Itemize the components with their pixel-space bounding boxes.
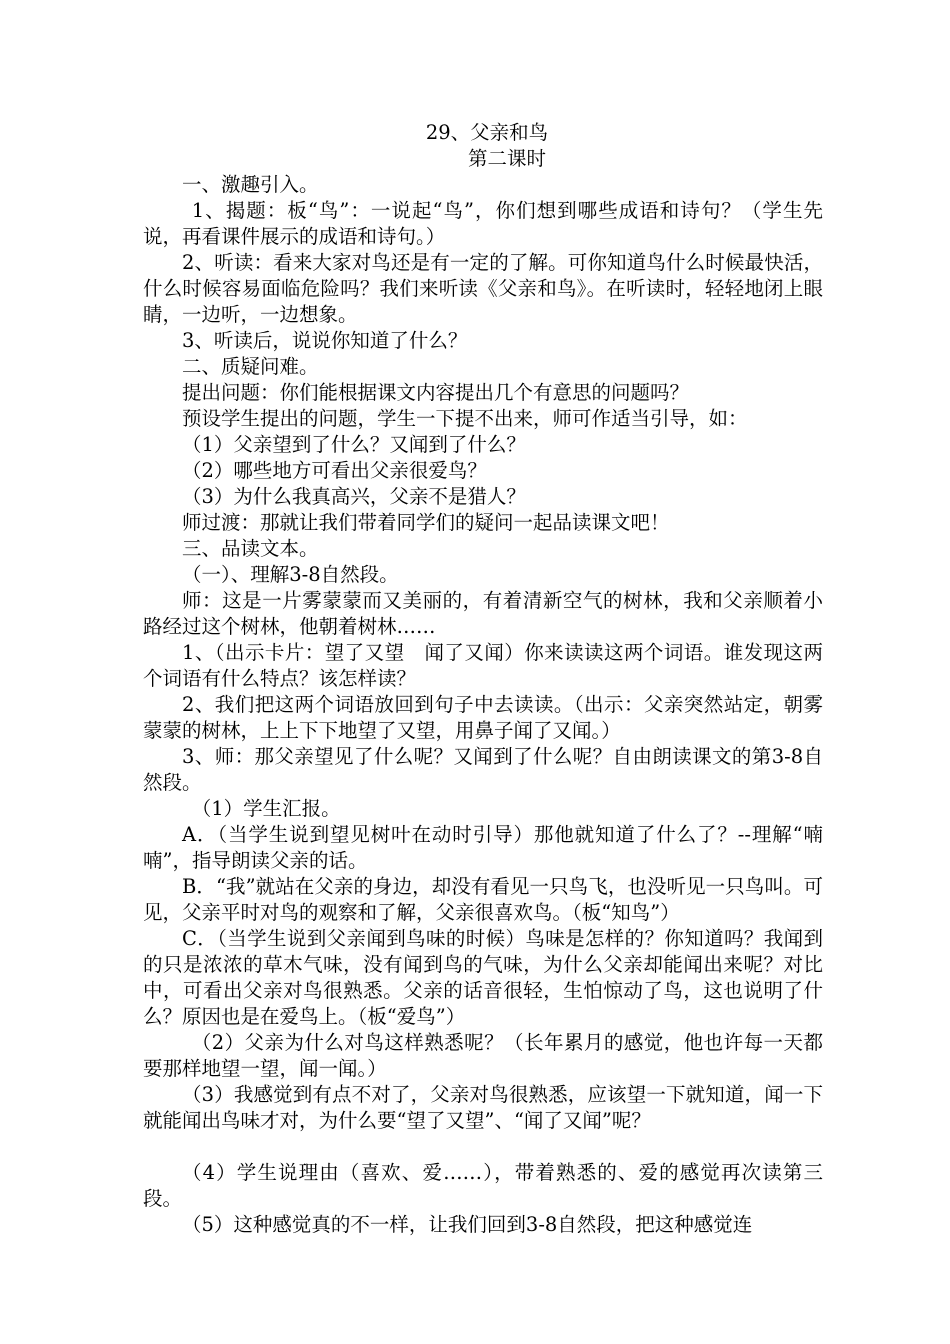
paragraph: 提出问题：你们能根据课文内容提出几个有意思的问题吗？ — [182, 381, 690, 404]
paragraph: 1、（出示卡片：望了又望 闻了又闻）你来读读这两个词语。谁发现这两个词语有什么特点？该怎样读？ — [143, 641, 823, 690]
paragraph: （1）学生汇报。 — [191, 797, 341, 820]
paragraph: A．（当学生说到望见树叶在动时引导）那他就知道了什么了？--理解“喃喃”，指导朗读父亲的话。 — [143, 823, 823, 872]
paragraph: 1、揭题：板“鸟”：一说起“鸟”，你们想到哪些成语和诗句？（学生先说，再看课件展示的成语和诗句。） — [143, 199, 823, 248]
paragraph: （5）这种感觉真的不一样，让我们回到3-8自然段，把这种感觉连 — [182, 1213, 753, 1236]
paragraph: （3）我感觉到有点不对了，父亲对鸟很熟悉，应该望一下就知道，闻一下就能闻出鸟味才对，为什么要“望了又望”、“闻了又闻”呢？ — [143, 1083, 823, 1132]
question-item: （1）父亲望到了什么？又闻到了什么？ — [182, 433, 526, 456]
paragraph: C．（当学生说到父亲闻到鸟味的时候）鸟味是怎样的？你知道吗？我闻到的只是浓浓的草木气味，没有闻到鸟的气味，为什么父亲却能闻出来呢？对比中，可看出父亲对鸟很熟悉。父亲的话音很轻，生怕惊动了鸟，这也说明了什么？原因也是在爱鸟上。（板“爱鸟”） — [143, 927, 823, 1028]
paragraph: 2、我们把这两个词语放回到句子中去读读。（出示：父亲突然站定，朝雾蒙蒙的树林，上上下下地望了又望，用鼻子闻了又闻。） — [143, 693, 823, 742]
paragraph: 预设学生提出的问题，学生一下提不出来，师可作适当引导，如： — [182, 407, 748, 430]
section-heading-1: 一、激趣引入。 — [182, 173, 319, 196]
section-heading-2: 二、质疑问难。 — [182, 355, 319, 378]
paragraph: 3、师：那父亲望见了什么呢？又闻到了什么呢？自由朗读课文的第3-8自然段。 — [143, 745, 823, 794]
document-body — [143, 120, 823, 1238]
blank-line — [143, 1134, 823, 1160]
paragraph: 3、听读后，说说你知道了什么？ — [182, 329, 468, 352]
subsection-heading: （一）、理解3-8自然段。 — [182, 563, 399, 586]
question-item: （3）为什么我真高兴，父亲不是猎人？ — [182, 485, 526, 508]
paragraph: （2）父亲为什么对鸟这样熟悉呢？（长年累月的感觉，他也许每一天都要那样地望一望，闻一闻。） — [143, 1031, 823, 1080]
lesson-subtitle: 第二课时 — [467, 147, 546, 170]
lesson-title: 29、父亲和鸟 — [425, 121, 549, 144]
paragraph: 2、听读：看来大家对鸟还是有一定的了解。可你知道鸟什么时候最快活，什么时候容易面临危险吗？我们来听读《父亲和鸟》。在听读时，轻轻地闭上眼睛，一边听，一边想象。 — [143, 251, 823, 326]
question-item: （2）哪些地方可看出父亲很爱鸟？ — [182, 459, 487, 482]
section-heading-3: 三、品读文本。 — [182, 537, 319, 560]
paragraph: 师：这是一片雾蒙蒙而又美丽的，有着清新空气的树林，我和父亲顺着小路经过这个树林，他朝着树林…… — [143, 589, 823, 638]
paragraph: 师过渡：那就让我们带着同学们的疑问一起品读课文吧！ — [182, 511, 670, 534]
paragraph: B．“我”就站在父亲的身边，却没有看见一只鸟飞，也没听见一只鸟叫。可见，父亲平时对鸟的观察和了解，父亲很喜欢鸟。（板“知鸟”） — [143, 875, 823, 924]
paragraph: （4）学生说理由（喜欢、爱……），带着熟悉的、爱的感觉再次读第三段。 — [143, 1161, 823, 1210]
